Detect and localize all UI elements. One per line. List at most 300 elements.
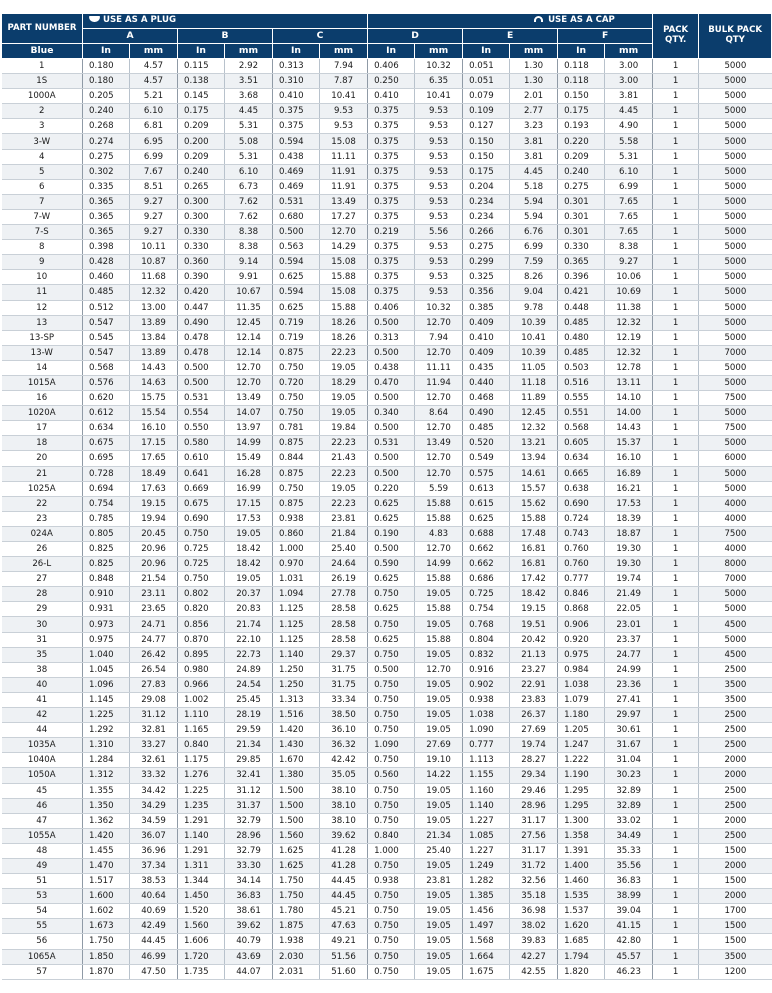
- part-number-cell: 30: [2, 617, 83, 632]
- c-in-cell: 0.469: [273, 164, 320, 179]
- e-in-cell: 0.204: [463, 179, 510, 194]
- c-mm-cell: 31.75: [320, 662, 368, 677]
- a-in-cell: 0.365: [83, 194, 130, 209]
- f-mm-cell: 32.89: [605, 798, 653, 813]
- f-mm-cell: 24.77: [605, 647, 653, 662]
- d-mm-cell: 11.11: [415, 360, 463, 375]
- a-in-cell: 0.910: [83, 587, 130, 602]
- b-mm-cell: 5.31: [225, 119, 273, 134]
- d-in-cell: 0.750: [368, 964, 415, 979]
- a-mm-cell: 4.57: [130, 59, 178, 74]
- f-mm-cell: 23.36: [605, 677, 653, 692]
- f-in-cell: 0.150: [558, 89, 605, 104]
- c-mm-cell: 28.58: [320, 617, 368, 632]
- a-mm-cell: 19.15: [130, 496, 178, 511]
- f-in-cell: 0.301: [558, 194, 605, 209]
- b-mm-cell: 16.28: [225, 466, 273, 481]
- e-in-cell: 0.613: [463, 481, 510, 496]
- e-mm-cell: 38.02: [510, 919, 558, 934]
- bulk-pack-qty-cell: 5000: [699, 179, 772, 194]
- f-in-cell: 0.984: [558, 662, 605, 677]
- b-mm-cell: 33.30: [225, 858, 273, 873]
- table-row: [2, 164, 772, 179]
- bulk-pack-qty-cell: 2500: [699, 783, 772, 798]
- e-mm-cell: 9.78: [510, 300, 558, 315]
- b-mm-cell: 6.73: [225, 179, 273, 194]
- a-in-cell: 1.225: [83, 708, 130, 723]
- c-in-cell: 0.750: [273, 360, 320, 375]
- e-in-cell: 1.227: [463, 813, 510, 828]
- e-mm-cell: 27.69: [510, 723, 558, 738]
- bulk-pack-qty-cell: 5000: [699, 602, 772, 617]
- b-in-cell: 0.200: [178, 134, 225, 149]
- d-in-cell: 0.625: [368, 632, 415, 647]
- pack-qty-cell: 1: [653, 587, 699, 602]
- d-in-cell: 0.750: [368, 904, 415, 919]
- b-mm-cell: 40.79: [225, 934, 273, 949]
- c-mm-cell: 9.53: [320, 104, 368, 119]
- b-mm-cell: 3.51: [225, 74, 273, 89]
- pack-qty-cell: 1: [653, 345, 699, 360]
- b-mm-cell: 14.99: [225, 436, 273, 451]
- c-in-cell: 0.875: [273, 466, 320, 481]
- bulk-pack-qty-cell: 5000: [699, 360, 772, 375]
- pack-qty-cell: 1: [653, 632, 699, 647]
- pack-qty-cell: 1: [653, 240, 699, 255]
- d-in-cell: 0.750: [368, 889, 415, 904]
- part-number-cell: 1055A: [2, 828, 83, 843]
- pack-qty-cell: 1: [653, 421, 699, 436]
- bulk-pack-qty-cell: 4000: [699, 542, 772, 557]
- pack-qty-cell: 1: [653, 496, 699, 511]
- d-in-cell: 0.375: [368, 240, 415, 255]
- d-in-cell: 0.406: [368, 59, 415, 74]
- b-in-cell: 1.720: [178, 949, 225, 964]
- bulk-pack-qty-cell: 2500: [699, 723, 772, 738]
- a-in-cell: 1.096: [83, 677, 130, 692]
- part-number-cell: 23: [2, 511, 83, 526]
- unit-in-header: In: [463, 44, 510, 59]
- unit-mm-header: mm: [320, 44, 368, 59]
- c-in-cell: 0.469: [273, 179, 320, 194]
- pack-qty-cell: 1: [653, 89, 699, 104]
- pack-qty-cell: 1: [653, 919, 699, 934]
- bulk-pack-qty-cell: 7000: [699, 572, 772, 587]
- f-mm-cell: 3.00: [605, 74, 653, 89]
- d-in-cell: 0.375: [368, 179, 415, 194]
- b-in-cell: 0.895: [178, 647, 225, 662]
- d-in-cell: 0.750: [368, 813, 415, 828]
- c-mm-cell: 19.05: [320, 406, 368, 421]
- c-in-cell: 1.380: [273, 768, 320, 783]
- a-in-cell: 0.547: [83, 345, 130, 360]
- c-in-cell: 0.719: [273, 315, 320, 330]
- d-in-cell: 0.750: [368, 753, 415, 768]
- a-mm-cell: 21.54: [130, 572, 178, 587]
- bulk-pack-qty-cell: 8000: [699, 557, 772, 572]
- table-row: [2, 421, 772, 436]
- pack-qty-cell: 1: [653, 59, 699, 74]
- e-in-cell: 0.485: [463, 421, 510, 436]
- c-mm-cell: 38.10: [320, 798, 368, 813]
- unit-in-header: In: [273, 44, 320, 59]
- c-in-cell: 1.125: [273, 602, 320, 617]
- pack-qty-cell: 1: [653, 798, 699, 813]
- a-in-cell: 1.284: [83, 753, 130, 768]
- e-in-cell: 0.686: [463, 572, 510, 587]
- e-in-cell: 0.275: [463, 240, 510, 255]
- b-mm-cell: 32.41: [225, 768, 273, 783]
- a-in-cell: 0.695: [83, 451, 130, 466]
- c-in-cell: 0.750: [273, 391, 320, 406]
- table-row: [2, 572, 772, 587]
- a-in-cell: 1.750: [83, 934, 130, 949]
- c-in-cell: 1.125: [273, 617, 320, 632]
- a-mm-cell: 20.96: [130, 542, 178, 557]
- a-in-cell: 0.180: [83, 74, 130, 89]
- a-in-cell: 0.728: [83, 466, 130, 481]
- c-mm-cell: 14.29: [320, 240, 368, 255]
- d-mm-cell: 10.41: [415, 89, 463, 104]
- part-number-cell: 13: [2, 315, 83, 330]
- f-mm-cell: 18.39: [605, 511, 653, 526]
- c-in-cell: 1.125: [273, 632, 320, 647]
- bulk-pack-qty-cell: 5000: [699, 119, 772, 134]
- pack-qty-cell: 1: [653, 602, 699, 617]
- b-mm-cell: 39.62: [225, 919, 273, 934]
- table-row: [2, 179, 772, 194]
- e-mm-cell: 11.05: [510, 360, 558, 375]
- b-in-cell: 0.300: [178, 209, 225, 224]
- d-mm-cell: 15.88: [415, 572, 463, 587]
- a-in-cell: 0.205: [83, 89, 130, 104]
- table-row: [2, 74, 772, 89]
- b-in-cell: 1.235: [178, 798, 225, 813]
- e-mm-cell: 2.01: [510, 89, 558, 104]
- c-in-cell: 1.516: [273, 708, 320, 723]
- f-mm-cell: 10.06: [605, 270, 653, 285]
- a-in-cell: 0.634: [83, 421, 130, 436]
- bulk-pack-qty-cell: 3500: [699, 692, 772, 707]
- e-mm-cell: 17.42: [510, 572, 558, 587]
- a-mm-cell: 33.32: [130, 768, 178, 783]
- e-mm-cell: 42.27: [510, 949, 558, 964]
- b-in-cell: 0.802: [178, 587, 225, 602]
- part-number-cell: 55: [2, 919, 83, 934]
- b-mm-cell: 31.37: [225, 798, 273, 813]
- e-mm-cell: 12.45: [510, 406, 558, 421]
- a-in-cell: 0.275: [83, 149, 130, 164]
- f-in-cell: 1.079: [558, 692, 605, 707]
- b-mm-cell: 21.74: [225, 617, 273, 632]
- a-mm-cell: 31.12: [130, 708, 178, 723]
- f-in-cell: 0.118: [558, 74, 605, 89]
- d-mm-cell: 9.53: [415, 149, 463, 164]
- b-mm-cell: 3.68: [225, 89, 273, 104]
- f-in-cell: 1.300: [558, 813, 605, 828]
- b-mm-cell: 43.69: [225, 949, 273, 964]
- c-mm-cell: 19.05: [320, 360, 368, 375]
- e-mm-cell: 32.56: [510, 874, 558, 889]
- table-row: [2, 89, 772, 104]
- table-row: [2, 104, 772, 119]
- c-in-cell: 0.875: [273, 436, 320, 451]
- e-in-cell: 0.109: [463, 104, 510, 119]
- b-in-cell: 0.420: [178, 285, 225, 300]
- part-number-cell: 18: [2, 436, 83, 451]
- f-in-cell: 1.295: [558, 798, 605, 813]
- b-in-cell: 0.980: [178, 662, 225, 677]
- part-number-cell: 42: [2, 708, 83, 723]
- pack-qty-cell: 1: [653, 557, 699, 572]
- c-in-cell: 1.670: [273, 753, 320, 768]
- bulk-pack-qty-cell: 5000: [699, 481, 772, 496]
- dim-e-header: E: [463, 29, 558, 44]
- part-number-cell: 28: [2, 587, 83, 602]
- b-mm-cell: 2.92: [225, 59, 273, 74]
- part-number-cell: 45: [2, 783, 83, 798]
- d-mm-cell: 15.88: [415, 632, 463, 647]
- bulk-pack-qty-cell: 5000: [699, 255, 772, 270]
- c-in-cell: 0.625: [273, 300, 320, 315]
- e-in-cell: 0.435: [463, 360, 510, 375]
- f-mm-cell: 5.31: [605, 149, 653, 164]
- pack-qty-cell: 1: [653, 738, 699, 753]
- bulk-pack-qty-cell: 5000: [699, 209, 772, 224]
- part-number-cell: 1025A: [2, 481, 83, 496]
- part-number-cell: 1: [2, 59, 83, 74]
- bulk-pack-qty-cell: 4000: [699, 496, 772, 511]
- table-row: [2, 617, 772, 632]
- e-mm-cell: 27.56: [510, 828, 558, 843]
- d-in-cell: 0.500: [368, 315, 415, 330]
- a-in-cell: 0.620: [83, 391, 130, 406]
- d-in-cell: 0.750: [368, 587, 415, 602]
- bulk-pack-qty-cell: 2500: [699, 738, 772, 753]
- f-mm-cell: 39.04: [605, 904, 653, 919]
- a-in-cell: 1.850: [83, 949, 130, 964]
- f-in-cell: 1.794: [558, 949, 605, 964]
- bulk-pack-qty-cell: 5000: [699, 134, 772, 149]
- part-number-cell: 27: [2, 572, 83, 587]
- f-mm-cell: 12.78: [605, 360, 653, 375]
- d-in-cell: 0.375: [368, 255, 415, 270]
- bulk-pack-qty-cell: 2000: [699, 889, 772, 904]
- e-mm-cell: 10.39: [510, 315, 558, 330]
- bulk-pack-qty-cell: 5000: [699, 406, 772, 421]
- bulk-pack-qty-cell: 1500: [699, 843, 772, 858]
- table-row: [2, 194, 772, 209]
- c-mm-cell: 44.45: [320, 889, 368, 904]
- c-mm-cell: 26.19: [320, 572, 368, 587]
- d-mm-cell: 7.94: [415, 330, 463, 345]
- c-mm-cell: 13.49: [320, 194, 368, 209]
- table-row: [2, 692, 772, 707]
- f-mm-cell: 31.04: [605, 753, 653, 768]
- f-mm-cell: 34.49: [605, 828, 653, 843]
- dim-b-header: B: [178, 29, 273, 44]
- a-in-cell: 1.292: [83, 723, 130, 738]
- table-row: [2, 59, 772, 74]
- part-number-cell: 1020A: [2, 406, 83, 421]
- part-number-cell: 7: [2, 194, 83, 209]
- f-mm-cell: 32.89: [605, 783, 653, 798]
- c-mm-cell: 42.42: [320, 753, 368, 768]
- a-in-cell: 1.673: [83, 919, 130, 934]
- d-in-cell: 0.500: [368, 466, 415, 481]
- d-mm-cell: 14.99: [415, 557, 463, 572]
- c-in-cell: 0.531: [273, 194, 320, 209]
- f-mm-cell: 15.37: [605, 436, 653, 451]
- e-mm-cell: 31.72: [510, 858, 558, 873]
- e-in-cell: 0.234: [463, 194, 510, 209]
- d-in-cell: 0.590: [368, 557, 415, 572]
- part-number-cell: 8: [2, 240, 83, 255]
- c-in-cell: 1.938: [273, 934, 320, 949]
- e-mm-cell: 13.94: [510, 451, 558, 466]
- a-mm-cell: 12.32: [130, 285, 178, 300]
- e-in-cell: 1.497: [463, 919, 510, 934]
- a-in-cell: 0.576: [83, 375, 130, 390]
- d-in-cell: 0.219: [368, 225, 415, 240]
- table-row: [2, 149, 772, 164]
- a-in-cell: 0.805: [83, 526, 130, 541]
- c-mm-cell: 38.10: [320, 783, 368, 798]
- b-mm-cell: 17.53: [225, 511, 273, 526]
- e-in-cell: 1.113: [463, 753, 510, 768]
- b-mm-cell: 13.97: [225, 421, 273, 436]
- pack-qty-cell: 1: [653, 858, 699, 873]
- d-mm-cell: 9.53: [415, 194, 463, 209]
- pack-qty-cell: 1: [653, 194, 699, 209]
- b-in-cell: 1.450: [178, 889, 225, 904]
- f-mm-cell: 41.15: [605, 919, 653, 934]
- f-in-cell: 0.118: [558, 59, 605, 74]
- b-mm-cell: 19.05: [225, 572, 273, 587]
- f-mm-cell: 14.10: [605, 391, 653, 406]
- f-mm-cell: 12.19: [605, 330, 653, 345]
- c-in-cell: 0.680: [273, 209, 320, 224]
- f-in-cell: 0.760: [558, 557, 605, 572]
- a-in-cell: 1.040: [83, 647, 130, 662]
- pack-qty-cell: 1: [653, 677, 699, 692]
- e-in-cell: 0.754: [463, 602, 510, 617]
- c-in-cell: 0.563: [273, 240, 320, 255]
- c-mm-cell: 29.37: [320, 647, 368, 662]
- d-mm-cell: 19.05: [415, 934, 463, 949]
- e-mm-cell: 19.51: [510, 617, 558, 632]
- e-mm-cell: 20.42: [510, 632, 558, 647]
- b-mm-cell: 16.99: [225, 481, 273, 496]
- table-row: [2, 270, 772, 285]
- a-mm-cell: 24.77: [130, 632, 178, 647]
- a-in-cell: 0.675: [83, 436, 130, 451]
- b-mm-cell: 13.49: [225, 391, 273, 406]
- b-mm-cell: 44.07: [225, 964, 273, 979]
- f-mm-cell: 19.74: [605, 572, 653, 587]
- a-mm-cell: 17.15: [130, 436, 178, 451]
- table-row: [2, 738, 772, 753]
- f-in-cell: 0.421: [558, 285, 605, 300]
- e-in-cell: 0.777: [463, 738, 510, 753]
- c-in-cell: 1.500: [273, 798, 320, 813]
- pack-qty-cell: 1: [653, 964, 699, 979]
- e-mm-cell: 31.17: [510, 813, 558, 828]
- e-mm-cell: 19.74: [510, 738, 558, 753]
- d-in-cell: 0.500: [368, 345, 415, 360]
- pack-qty-cell: 1: [653, 647, 699, 662]
- d-in-cell: 0.750: [368, 919, 415, 934]
- part-number-cell: 29: [2, 602, 83, 617]
- bulk-pack-qty-header: BULK PACK QTY: [699, 14, 772, 59]
- c-in-cell: 0.875: [273, 496, 320, 511]
- a-mm-cell: 17.63: [130, 481, 178, 496]
- d-in-cell: 0.938: [368, 874, 415, 889]
- f-in-cell: 0.906: [558, 617, 605, 632]
- d-in-cell: 0.750: [368, 723, 415, 738]
- f-mm-cell: 6.10: [605, 164, 653, 179]
- a-in-cell: 0.268: [83, 119, 130, 134]
- a-mm-cell: 11.68: [130, 270, 178, 285]
- e-in-cell: 0.662: [463, 557, 510, 572]
- f-mm-cell: 19.30: [605, 542, 653, 557]
- e-mm-cell: 15.88: [510, 511, 558, 526]
- pack-qty-cell: 1: [653, 904, 699, 919]
- f-mm-cell: 3.00: [605, 59, 653, 74]
- b-mm-cell: 38.61: [225, 904, 273, 919]
- b-in-cell: 0.669: [178, 481, 225, 496]
- c-in-cell: 1.250: [273, 662, 320, 677]
- b-in-cell: 1.276: [178, 768, 225, 783]
- f-in-cell: 0.743: [558, 526, 605, 541]
- d-in-cell: 0.375: [368, 194, 415, 209]
- d-mm-cell: 9.53: [415, 119, 463, 134]
- d-mm-cell: 19.05: [415, 798, 463, 813]
- a-mm-cell: 34.42: [130, 783, 178, 798]
- use-as-plug-header: [83, 14, 368, 29]
- table-row: [2, 451, 772, 466]
- pack-qty-cell: 1: [653, 179, 699, 194]
- c-mm-cell: 19.05: [320, 481, 368, 496]
- a-in-cell: 0.180: [83, 59, 130, 74]
- a-in-cell: 1.420: [83, 828, 130, 843]
- b-in-cell: 1.735: [178, 964, 225, 979]
- d-in-cell: 0.625: [368, 572, 415, 587]
- b-in-cell: 1.140: [178, 828, 225, 843]
- d-mm-cell: 19.05: [415, 858, 463, 873]
- c-mm-cell: 41.28: [320, 858, 368, 873]
- c-in-cell: 0.594: [273, 285, 320, 300]
- c-mm-cell: 7.87: [320, 74, 368, 89]
- a-in-cell: 0.428: [83, 255, 130, 270]
- f-mm-cell: 45.57: [605, 949, 653, 964]
- d-in-cell: 0.375: [368, 104, 415, 119]
- e-in-cell: 0.175: [463, 164, 510, 179]
- d-mm-cell: 9.53: [415, 285, 463, 300]
- a-in-cell: 0.365: [83, 225, 130, 240]
- f-in-cell: 0.724: [558, 511, 605, 526]
- d-mm-cell: 19.10: [415, 753, 463, 768]
- f-in-cell: 0.365: [558, 255, 605, 270]
- unit-mm-header: mm: [605, 44, 653, 59]
- b-mm-cell: 28.96: [225, 828, 273, 843]
- table-row: [2, 134, 772, 149]
- c-in-cell: 1.500: [273, 813, 320, 828]
- a-in-cell: 0.274: [83, 134, 130, 149]
- bulk-pack-qty-cell: 2000: [699, 768, 772, 783]
- a-in-cell: 1.350: [83, 798, 130, 813]
- b-in-cell: 0.500: [178, 375, 225, 390]
